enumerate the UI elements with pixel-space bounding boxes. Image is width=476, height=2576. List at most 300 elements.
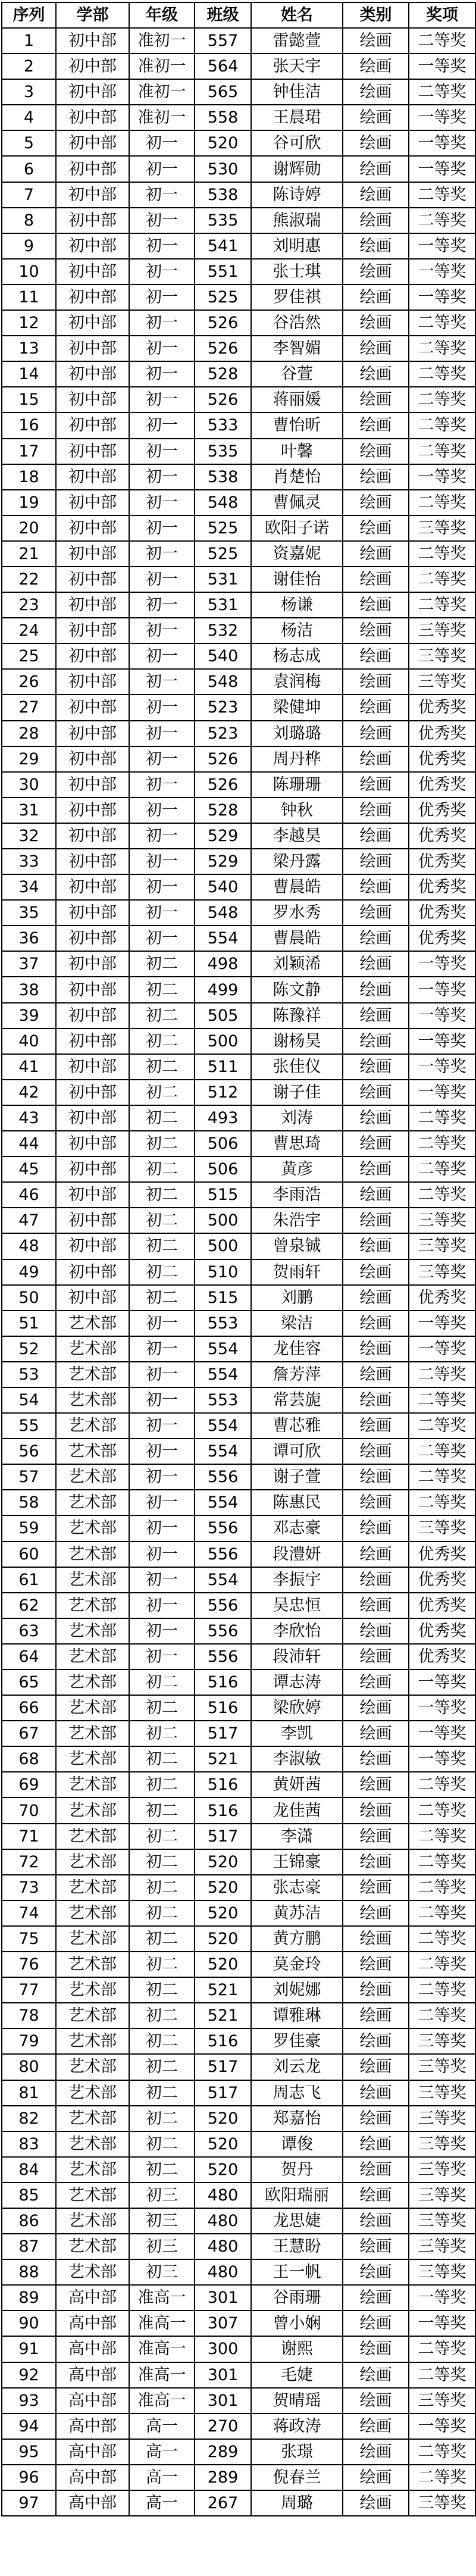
cell-department: 艺术部 — [56, 2106, 129, 2131]
cell-index: 71 — [2, 1824, 56, 1849]
cell-grade: 初一 — [129, 439, 195, 464]
cell-category: 绘画 — [343, 1618, 409, 1644]
cell-category: 绘画 — [343, 208, 409, 233]
cell-name: 陈豫祥 — [251, 1003, 343, 1028]
cell-award: 二等奖 — [409, 1182, 475, 1208]
cell-grade: 初一 — [129, 361, 195, 387]
cell-category: 绘画 — [343, 592, 409, 618]
cell-grade: 初一 — [129, 1593, 195, 1618]
cell-award: 二等奖 — [409, 1772, 475, 1797]
cell-name: 段澧妍 — [251, 1542, 343, 1567]
cell-class: 554 — [195, 1362, 251, 1387]
cell-index: 97 — [2, 2490, 56, 2516]
cell-grade: 初二 — [129, 1285, 195, 1311]
cell-category: 绘画 — [343, 1797, 409, 1823]
cell-award: 三等奖 — [409, 618, 475, 643]
table-row — [2, 2028, 475, 2054]
cell-award: 二等奖 — [409, 2336, 475, 2362]
cell-department: 初中部 — [56, 156, 129, 182]
cell-name: 谷浩然 — [251, 310, 343, 336]
cell-class: 521 — [195, 1746, 251, 1772]
cell-category: 绘画 — [343, 567, 409, 592]
cell-category: 绘画 — [343, 669, 409, 695]
cell-index: 44 — [2, 1131, 56, 1156]
cell-class: 480 — [195, 2234, 251, 2259]
cell-category: 绘画 — [343, 1542, 409, 1567]
table-row — [2, 1746, 475, 1772]
cell-name: 谢杨昊 — [251, 1028, 343, 1054]
cell-category: 绘画 — [343, 515, 409, 541]
cell-grade: 高一 — [129, 2490, 195, 2516]
cell-department: 初中部 — [56, 746, 129, 772]
cell-department: 初中部 — [56, 695, 129, 720]
table-row — [2, 1797, 475, 1823]
cell-category: 绘画 — [343, 1875, 409, 1900]
cell-category: 绘画 — [343, 28, 409, 54]
cell-category: 绘画 — [343, 2490, 409, 2516]
cell-name: 曹晨皓 — [251, 926, 343, 951]
table-row — [2, 2259, 475, 2285]
cell-award: 一等奖 — [409, 2285, 475, 2311]
cell-department: 初中部 — [56, 1259, 129, 1285]
cell-name: 刘涛 — [251, 1105, 343, 1131]
table-row — [2, 1387, 475, 1413]
table-row — [2, 849, 475, 874]
cell-grade: 初二 — [129, 1746, 195, 1772]
cell-award: 二等奖 — [409, 1439, 475, 1464]
cell-grade: 初二 — [129, 1156, 195, 1182]
cell-department: 艺术部 — [56, 2157, 129, 2183]
cell-award: 优秀奖 — [409, 849, 475, 874]
cell-class: 553 — [195, 1311, 251, 1336]
cell-category: 绘画 — [343, 310, 409, 336]
cell-grade: 初二 — [129, 951, 195, 977]
cell-department: 高中部 — [56, 2388, 129, 2414]
cell-department: 艺术部 — [56, 1593, 129, 1618]
cell-class: 526 — [195, 746, 251, 772]
cell-grade: 初一 — [129, 1311, 195, 1336]
cell-index: 17 — [2, 439, 56, 464]
cell-name: 周璐 — [251, 2490, 343, 2516]
cell-department: 艺术部 — [56, 1746, 129, 1772]
cell-class: 520 — [195, 1926, 251, 1952]
cell-index: 20 — [2, 515, 56, 541]
table-row — [2, 2080, 475, 2106]
cell-award: 优秀奖 — [409, 900, 475, 926]
cell-grade: 初一 — [129, 567, 195, 592]
cell-name: 谭志涛 — [251, 1670, 343, 1695]
cell-class: 289 — [195, 2465, 251, 2490]
cell-department: 初中部 — [56, 1233, 129, 1259]
cell-class: 525 — [195, 541, 251, 567]
cell-award: 二等奖 — [409, 1362, 475, 1387]
cell-category: 绘画 — [343, 1131, 409, 1156]
cell-name: 陈文静 — [251, 977, 343, 1002]
table-row — [2, 1721, 475, 1746]
cell-department: 初中部 — [56, 1285, 129, 1311]
cell-category: 绘画 — [343, 105, 409, 130]
cell-class: 565 — [195, 79, 251, 105]
cell-grade: 初一 — [129, 412, 195, 438]
cell-department: 初中部 — [56, 1105, 129, 1131]
cell-grade: 准初一 — [129, 79, 195, 105]
cell-name: 黄彦 — [251, 1156, 343, 1182]
cell-grade: 初二 — [129, 1849, 195, 1875]
cell-category: 绘画 — [343, 1464, 409, 1490]
cell-grade: 初二 — [129, 1695, 195, 1721]
cell-class: 540 — [195, 874, 251, 900]
cell-class: 493 — [195, 1105, 251, 1131]
cell-award: 三等奖 — [409, 2259, 475, 2285]
cell-grade: 准初一 — [129, 54, 195, 79]
cell-award: 三等奖 — [409, 1208, 475, 1233]
cell-department: 初中部 — [56, 1080, 129, 1105]
cell-grade: 准高一 — [129, 2285, 195, 2311]
cell-department: 艺术部 — [56, 2259, 129, 2285]
cell-department: 初中部 — [56, 1156, 129, 1182]
cell-name: 曹佩灵 — [251, 490, 343, 515]
cell-class: 548 — [195, 669, 251, 695]
table-row — [2, 592, 475, 618]
cell-award: 一等奖 — [409, 285, 475, 310]
cell-index: 27 — [2, 695, 56, 720]
table-row — [2, 1311, 475, 1336]
cell-category: 绘画 — [343, 2003, 409, 2028]
table-row — [2, 1233, 475, 1259]
cell-grade: 初二 — [129, 1772, 195, 1797]
cell-name: 刘妮娜 — [251, 1977, 343, 2003]
cell-award: 一等奖 — [409, 259, 475, 285]
cell-grade: 初一 — [129, 233, 195, 259]
cell-award: 二等奖 — [409, 361, 475, 387]
cell-award: 二等奖 — [409, 182, 475, 208]
cell-category: 绘画 — [343, 977, 409, 1002]
cell-class: 520 — [195, 1952, 251, 1977]
cell-index: 3 — [2, 79, 56, 105]
table-row — [2, 1439, 475, 1464]
cell-award: 一等奖 — [409, 2414, 475, 2439]
cell-grade: 初二 — [129, 1182, 195, 1208]
cell-grade: 准初一 — [129, 28, 195, 54]
cell-award: 二等奖 — [409, 1797, 475, 1823]
cell-department: 艺术部 — [56, 2054, 129, 2080]
cell-award: 优秀奖 — [409, 695, 475, 720]
cell-name: 吴忠恒 — [251, 1593, 343, 1618]
cell-class: 556 — [195, 1618, 251, 1644]
cell-index: 32 — [2, 823, 56, 849]
cell-grade: 初一 — [129, 182, 195, 208]
header-award: 奖项 — [409, 2, 475, 28]
cell-department: 初中部 — [56, 387, 129, 412]
cell-grade: 准高一 — [129, 2311, 195, 2336]
cell-index: 40 — [2, 1028, 56, 1054]
cell-grade: 初一 — [129, 721, 195, 746]
table-row — [2, 464, 475, 490]
cell-award: 三等奖 — [409, 515, 475, 541]
cell-index: 1 — [2, 28, 56, 54]
cell-award: 一等奖 — [409, 2311, 475, 2336]
table-row — [2, 695, 475, 720]
cell-department: 初中部 — [56, 926, 129, 951]
cell-index: 81 — [2, 2080, 56, 2106]
cell-award: 一等奖 — [409, 1695, 475, 1721]
cell-class: 540 — [195, 643, 251, 669]
cell-category: 绘画 — [343, 1028, 409, 1054]
table-row — [2, 2439, 475, 2465]
table-body — [2, 28, 475, 2516]
table-row — [2, 2208, 475, 2234]
table-row — [2, 1028, 475, 1054]
cell-class: 520 — [195, 2157, 251, 2183]
cell-class: 301 — [195, 2285, 251, 2311]
cell-name: 曹芯雅 — [251, 1413, 343, 1439]
cell-category: 绘画 — [343, 643, 409, 669]
cell-grade: 初二 — [129, 2054, 195, 2080]
table-row — [2, 2106, 475, 2131]
cell-award: 一等奖 — [409, 1311, 475, 1336]
table-row — [2, 1772, 475, 1797]
cell-category: 绘画 — [343, 746, 409, 772]
table-row — [2, 618, 475, 643]
cell-category: 绘画 — [343, 2388, 409, 2414]
cell-class: 535 — [195, 208, 251, 233]
table-row — [2, 490, 475, 515]
cell-name: 李振宇 — [251, 1567, 343, 1593]
cell-category: 绘画 — [343, 490, 409, 515]
table-row — [2, 1259, 475, 1285]
cell-award: 二等奖 — [409, 1926, 475, 1952]
cell-name: 罗水秀 — [251, 900, 343, 926]
cell-name: 罗佳豪 — [251, 2028, 343, 2054]
cell-grade: 初二 — [129, 1054, 195, 1080]
cell-index: 13 — [2, 336, 56, 361]
header-category: 类别 — [343, 2, 409, 28]
cell-name: 叶馨 — [251, 439, 343, 464]
cell-award: 三等奖 — [409, 2054, 475, 2080]
cell-grade: 初一 — [129, 669, 195, 695]
cell-grade: 初一 — [129, 541, 195, 567]
cell-department: 艺术部 — [56, 2208, 129, 2234]
cell-award: 二等奖 — [409, 439, 475, 464]
cell-class: 301 — [195, 2362, 251, 2388]
cell-class: 548 — [195, 490, 251, 515]
cell-award: 优秀奖 — [409, 874, 475, 900]
cell-name: 谢子萱 — [251, 1464, 343, 1490]
cell-grade: 初一 — [129, 798, 195, 823]
cell-class: 531 — [195, 567, 251, 592]
cell-name: 曹晨皓 — [251, 874, 343, 900]
cell-grade: 初二 — [129, 1131, 195, 1156]
cell-category: 绘画 — [343, 2208, 409, 2234]
cell-award: 三等奖 — [409, 669, 475, 695]
cell-department: 初中部 — [56, 259, 129, 285]
cell-class: 554 — [195, 926, 251, 951]
cell-category: 绘画 — [343, 1567, 409, 1593]
cell-class: 526 — [195, 336, 251, 361]
cell-department: 艺术部 — [56, 1670, 129, 1695]
cell-award: 三等奖 — [409, 2028, 475, 2054]
cell-category: 绘画 — [343, 1105, 409, 1131]
cell-grade: 初三 — [129, 2183, 195, 2208]
cell-name: 邓志豪 — [251, 1515, 343, 1541]
cell-award: 优秀奖 — [409, 1644, 475, 1670]
cell-name: 朱浩宇 — [251, 1208, 343, 1233]
table-row — [2, 2157, 475, 2183]
cell-department: 初中部 — [56, 515, 129, 541]
cell-department: 初中部 — [56, 310, 129, 336]
cell-class: 525 — [195, 285, 251, 310]
cell-department: 艺术部 — [56, 1542, 129, 1567]
cell-department: 艺术部 — [56, 1695, 129, 1721]
cell-grade: 初一 — [129, 1515, 195, 1541]
cell-department: 艺术部 — [56, 1900, 129, 1926]
cell-award: 三等奖 — [409, 2157, 475, 2183]
cell-index: 75 — [2, 1926, 56, 1952]
cell-index: 48 — [2, 1233, 56, 1259]
cell-class: 531 — [195, 592, 251, 618]
header-name: 姓名 — [251, 2, 343, 28]
cell-category: 绘画 — [343, 2183, 409, 2208]
header-class: 班级 — [195, 2, 251, 28]
cell-grade: 初一 — [129, 259, 195, 285]
cell-grade: 初一 — [129, 1542, 195, 1567]
cell-index: 90 — [2, 2311, 56, 2336]
cell-award: 三等奖 — [409, 2183, 475, 2208]
cell-category: 绘画 — [343, 1233, 409, 1259]
cell-name: 郑嘉怡 — [251, 2106, 343, 2131]
cell-grade: 初二 — [129, 1875, 195, 1900]
cell-index: 93 — [2, 2388, 56, 2414]
cell-category: 绘画 — [343, 1439, 409, 1464]
cell-index: 96 — [2, 2465, 56, 2490]
cell-department: 初中部 — [56, 233, 129, 259]
cell-grade: 初三 — [129, 2234, 195, 2259]
cell-class: 548 — [195, 900, 251, 926]
cell-grade: 初二 — [129, 1952, 195, 1977]
cell-category: 绘画 — [343, 2131, 409, 2157]
cell-category: 绘画 — [343, 1336, 409, 1362]
cell-index: 47 — [2, 1208, 56, 1233]
cell-category: 绘画 — [343, 1977, 409, 2003]
cell-award: 二等奖 — [409, 567, 475, 592]
cell-class: 499 — [195, 977, 251, 1002]
cell-award: 优秀奖 — [409, 1542, 475, 1567]
table-row — [2, 2414, 475, 2439]
cell-index: 76 — [2, 1952, 56, 1977]
table-row — [2, 1131, 475, 1156]
cell-department: 初中部 — [56, 412, 129, 438]
cell-award: 优秀奖 — [409, 721, 475, 746]
cell-award: 三等奖 — [409, 2388, 475, 2414]
table-row — [2, 1593, 475, 1618]
cell-department: 高中部 — [56, 2414, 129, 2439]
cell-award: 优秀奖 — [409, 823, 475, 849]
cell-department: 艺术部 — [56, 2131, 129, 2157]
cell-department: 艺术部 — [56, 1413, 129, 1439]
cell-department: 艺术部 — [56, 1464, 129, 1490]
cell-award: 二等奖 — [409, 412, 475, 438]
cell-department: 初中部 — [56, 105, 129, 130]
cell-class: 529 — [195, 823, 251, 849]
table-row — [2, 285, 475, 310]
cell-index: 88 — [2, 2259, 56, 2285]
cell-grade: 初一 — [129, 464, 195, 490]
cell-grade: 初一 — [129, 490, 195, 515]
cell-category: 绘画 — [343, 1080, 409, 1105]
cell-category: 绘画 — [343, 721, 409, 746]
cell-name: 杨洁 — [251, 618, 343, 643]
table-row — [2, 54, 475, 79]
cell-department: 高中部 — [56, 2285, 129, 2311]
cell-award: 二等奖 — [409, 1131, 475, 1156]
cell-award: 二等奖 — [409, 2439, 475, 2465]
cell-department: 艺术部 — [56, 1772, 129, 1797]
cell-category: 绘画 — [343, 412, 409, 438]
cell-award: 三等奖 — [409, 1259, 475, 1285]
cell-grade: 初一 — [129, 285, 195, 310]
cell-award: 一等奖 — [409, 1670, 475, 1695]
cell-category: 绘画 — [343, 1695, 409, 1721]
cell-award: 一等奖 — [409, 1721, 475, 1746]
cell-index: 19 — [2, 490, 56, 515]
table-container — [1, 2, 476, 2516]
cell-name: 龙佳茜 — [251, 1797, 343, 1823]
table-row — [2, 772, 475, 798]
award-table — [1, 2, 476, 2516]
table-row — [2, 669, 475, 695]
cell-class: 556 — [195, 1515, 251, 1541]
cell-class: 556 — [195, 1644, 251, 1670]
cell-category: 绘画 — [343, 2080, 409, 2106]
cell-class: 556 — [195, 1542, 251, 1567]
cell-class: 528 — [195, 798, 251, 823]
cell-index: 22 — [2, 567, 56, 592]
cell-index: 35 — [2, 900, 56, 926]
cell-grade: 初二 — [129, 1233, 195, 1259]
cell-index: 68 — [2, 1746, 56, 1772]
cell-category: 绘画 — [343, 233, 409, 259]
cell-index: 67 — [2, 1721, 56, 1746]
cell-department: 初中部 — [56, 669, 129, 695]
cell-name: 莫金玲 — [251, 1952, 343, 1977]
cell-grade: 初一 — [129, 900, 195, 926]
table-row — [2, 1618, 475, 1644]
cell-award: 优秀奖 — [409, 926, 475, 951]
cell-grade: 初一 — [129, 1336, 195, 1362]
table-row — [2, 2336, 475, 2362]
cell-grade: 初一 — [129, 130, 195, 156]
cell-department: 艺术部 — [56, 1721, 129, 1746]
cell-class: 520 — [195, 1849, 251, 1875]
header-grade: 年级 — [129, 2, 195, 28]
cell-name: 谢辉勋 — [251, 156, 343, 182]
cell-award: 二等奖 — [409, 1952, 475, 1977]
cell-name: 蒋丽媛 — [251, 387, 343, 412]
cell-index: 11 — [2, 285, 56, 310]
cell-class: 512 — [195, 1080, 251, 1105]
cell-grade: 初二 — [129, 2157, 195, 2183]
cell-name: 刘颖浠 — [251, 951, 343, 977]
cell-department: 艺术部 — [56, 2080, 129, 2106]
cell-index: 10 — [2, 259, 56, 285]
cell-award: 优秀奖 — [409, 746, 475, 772]
cell-grade: 初二 — [129, 1900, 195, 1926]
cell-name: 李凯 — [251, 1721, 343, 1746]
cell-name: 陈惠民 — [251, 1490, 343, 1515]
cell-name: 张天宇 — [251, 54, 343, 79]
cell-department: 初中部 — [56, 130, 129, 156]
cell-index: 69 — [2, 1772, 56, 1797]
